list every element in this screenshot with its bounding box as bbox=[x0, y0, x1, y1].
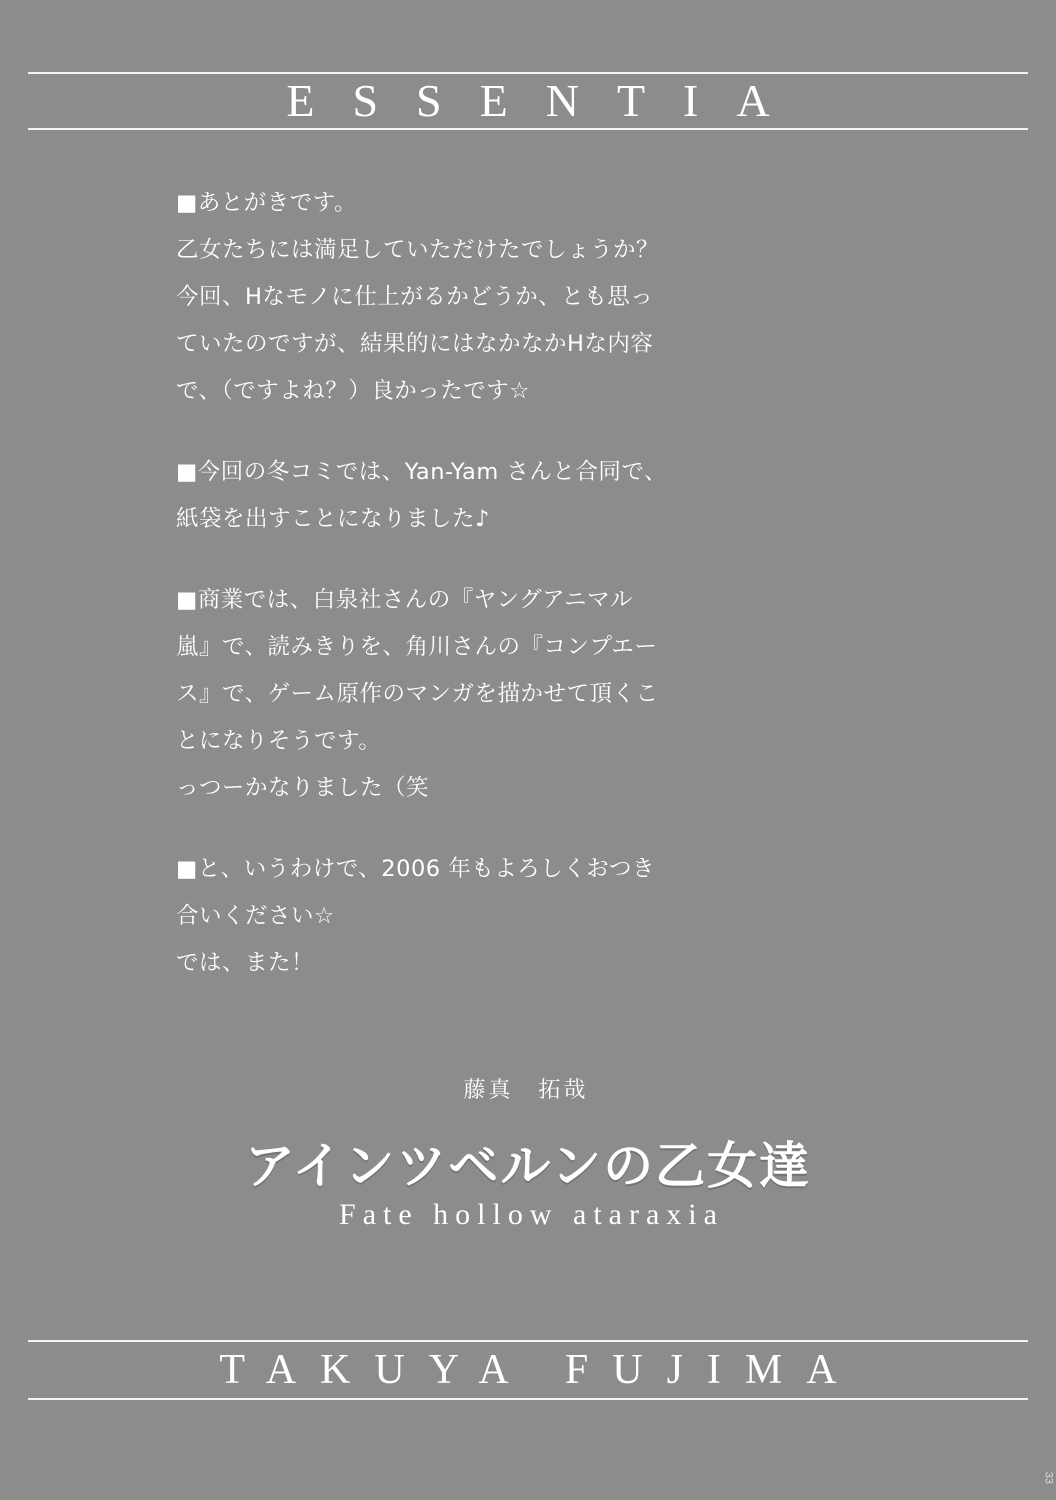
afterword-line: ■あとがきです。 bbox=[176, 190, 357, 216]
afterword-line: 紙袋を出すことになりました♪ bbox=[176, 506, 490, 532]
afterword-line: ていたのですが、結果的にはなかなかHな内容 bbox=[176, 331, 654, 357]
afterword-line: とになりそうです。 bbox=[176, 728, 382, 754]
afterword-line: では、また！ bbox=[176, 950, 315, 976]
afterword-line: 合いください☆ bbox=[176, 903, 335, 929]
page-footer-title: TAKUYA FUJIMA bbox=[219, 1347, 861, 1393]
afterword-line: で、（ですよね？）良かったです☆ bbox=[176, 378, 530, 404]
afterword-line: ス』で、ゲーム原作のマンガを描かせて頂くこ bbox=[176, 681, 659, 707]
page-header-title: ESSENTIA bbox=[286, 75, 808, 126]
book-title: アインツベルンの乙女達 bbox=[244, 1137, 812, 1195]
afterword-paragraph bbox=[176, 180, 876, 415]
book-subtitle: Fate hollow ataraxia bbox=[339, 1198, 724, 1231]
afterword-paragraph bbox=[176, 846, 876, 987]
afterword-paragraph bbox=[176, 449, 876, 543]
afterword-paragraph bbox=[176, 577, 876, 812]
afterword-line: 嵐』で、読みきりを、角川さんの『コンプエー bbox=[176, 634, 658, 660]
afterword-line: ■と、いうわけで、2006 年もよろしくおつき bbox=[176, 856, 655, 882]
afterword-line: 乙女たちには満足していただけたでしょうか？ bbox=[176, 237, 660, 263]
author-signature: 藤真 拓哉 bbox=[463, 1078, 589, 1103]
afterword-line: ■今回の冬コミでは、Yan-Yam さんと合同で、 bbox=[176, 459, 667, 485]
footer-rule-bottom bbox=[28, 1398, 1028, 1400]
header-rule-bottom bbox=[28, 128, 1028, 130]
afterword-line: ■商業では、白泉社さんの『ヤングアニマル bbox=[176, 587, 633, 613]
page-number: 33 bbox=[1042, 1471, 1054, 1484]
afterword-body bbox=[176, 180, 876, 987]
afterword-line: 今回、Hなモノに仕上がるかどうか、とも思っ bbox=[176, 284, 654, 310]
afterword-line: っつーかなりました（笑 bbox=[176, 775, 430, 801]
